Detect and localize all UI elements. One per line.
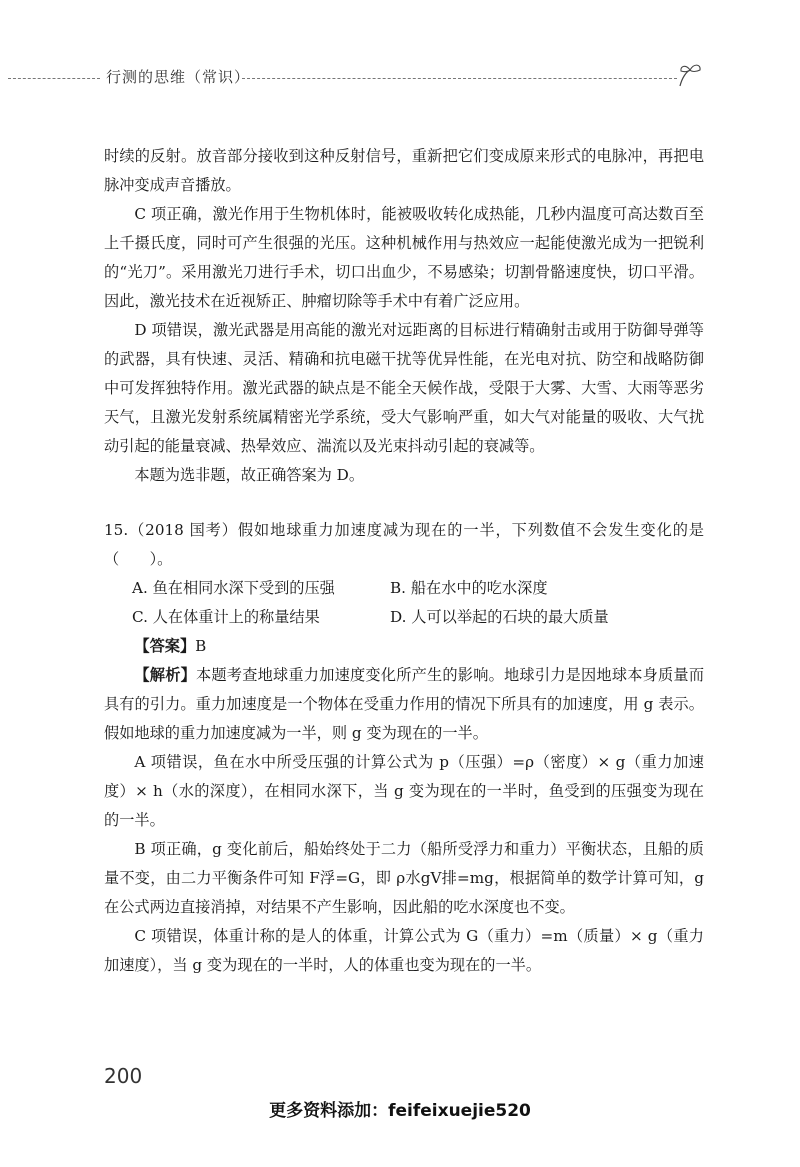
analysis-option-b: B 项正确，g 变化前后，船始终处于二力（船所受浮力和重力）平衡状态，且船的质量不变，由二力平衡条件可知 F浮=G，即 ρ水gV排=mg，根据简单的数学计算可知，g 在公式两边直接消掉，对结果不产生影响，因此船的吃水深度也不变。	[104, 840, 704, 916]
option-c: C. 人在体重计上的称量结果	[132, 608, 320, 626]
option-b: B. 船在水中的吃水深度	[390, 579, 548, 597]
analysis-option-a: A 项错误，鱼在水中所受压强的计算公式为 p（压强）=ρ（密度）× g（重力加速度）× h（水的深度），在相同水深下，当 g 变为现在的一半时，鱼受到的压强变为现在的一半。	[104, 753, 704, 829]
answer-line	[104, 632, 704, 661]
question-stem: 15.（2018 国考）假如地球重力加速度减为现在的一半，下列数值不会发生变化的是（ ）。	[104, 521, 704, 568]
option-d: D. 人可以举起的石块的最大质量	[390, 608, 609, 626]
leaf-icon	[676, 62, 704, 88]
paragraph-option-c: C 项正确，激光作用于生物机体时，能被吸收转化成热能，几秒内温度可高达数百至上千摄氏度，同时可产生很强的光压。这种机械作用与热效应一起能使激光成为一把锐利的“光刀”。采用激光刀进行手术，切口出血少，不易感染；切割骨骼速度快，切口平滑。因此，激光技术在近视矫正、肿瘤切除等手术中有着广泛应用。	[104, 205, 704, 310]
paragraph-continuation: 时续的反射。放音部分接收到这种反射信号，重新把它们变成原来形式的电脉冲，再把电脉冲变成声音播放。	[104, 147, 704, 194]
running-header-title: 行测的思维（常识）	[106, 68, 251, 86]
analysis-paragraph	[104, 661, 704, 748]
analysis-label: 【解析】	[134, 666, 196, 684]
paragraph-conclusion: 本题为选非题，故正确答案为 D。	[134, 466, 365, 484]
page-header	[0, 62, 800, 92]
header-divider-right	[242, 78, 677, 79]
analysis-text: 本题考查地球重力加速度变化所产生的影响。地球引力是因地球本身质量而具有的引力。重力加速度是一个物体在受重力作用的情况下所具有的加速度，用 g 表示。假如地球的重力加速度减为一半，则 g 变为现在的一半。	[104, 666, 705, 742]
paragraph-option-d: D 项错误，激光武器是用高能的激光对远距离的目标进行精确射击或用于防御导弹等的武器，具有快速、灵活、精确和抗电磁干扰等优异性能，在光电对抗、防空和战略防御中可发挥独特作用。激光武器的缺点是不能全天候作战，受限于大雾、大雪、大雨等恶劣天气，且激光发射系统属精密光学系统，受大气影响严重，如大气对能量的吸收、大气扰动引起的能量衰减、热晕效应、湍流以及光束抖动引起的衰减等。	[104, 321, 704, 455]
footer-note: 更多资料添加：feifeixuejie520	[269, 1101, 531, 1121]
analysis-option-c: C 项错误，体重计称的是人的体重，计算公式为 G（重力）=m（质量）× g（重力加速度），当 g 变为现在的一半时，人的体重也变为现在的一半。	[104, 927, 704, 974]
header-divider-left	[8, 78, 100, 79]
question-options	[104, 574, 704, 632]
page-number: 200	[104, 1064, 143, 1088]
answer-value: B	[195, 637, 207, 655]
answer-label: 【答案】	[134, 637, 196, 655]
page-content	[104, 142, 704, 980]
option-a: A. 鱼在相同水深下受到的压强	[132, 579, 335, 597]
